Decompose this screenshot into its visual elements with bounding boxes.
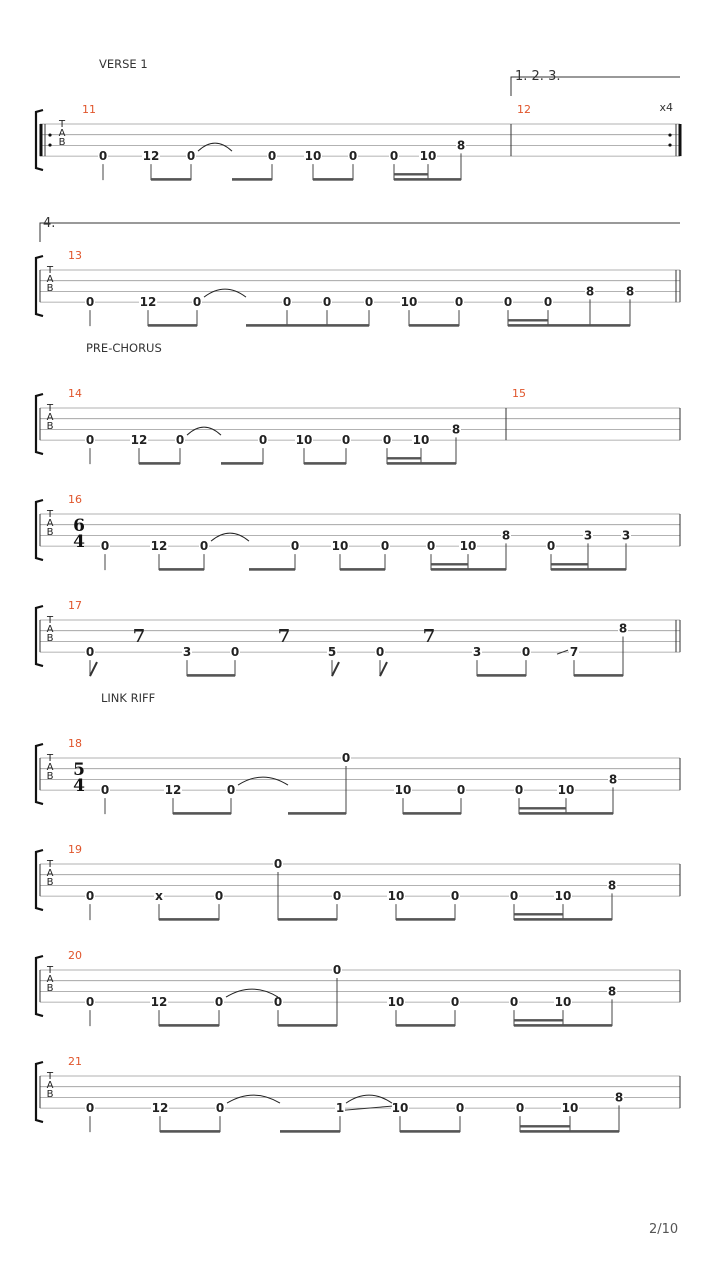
- fret-number: 0: [290, 539, 300, 554]
- tab-clef-letter: T: [46, 1071, 54, 1082]
- tab-clef-letter: T: [46, 265, 54, 276]
- fret-number: 0: [450, 889, 460, 904]
- fret-number: 10: [412, 433, 430, 448]
- fret-number: 0: [85, 995, 95, 1010]
- beam: [246, 324, 369, 327]
- tab-clef-letter: B: [46, 877, 54, 888]
- tie: [227, 1095, 280, 1103]
- fret-number: 12: [139, 295, 157, 310]
- volta-label: 4.: [43, 216, 56, 231]
- fret-number: 8: [614, 1090, 624, 1105]
- beam-secondary: [508, 319, 548, 321]
- measure-number: 14: [68, 387, 82, 400]
- fret-number: 12: [151, 1101, 169, 1116]
- fret-number: 8: [608, 772, 618, 787]
- fret-number: 12: [150, 995, 168, 1010]
- beam: [159, 1024, 219, 1027]
- section-label: LINK RIFF: [101, 691, 156, 705]
- fret-number: 0: [382, 433, 392, 448]
- fret-number: 0: [332, 963, 342, 977]
- fret-number: x: [155, 889, 163, 904]
- tie: [204, 289, 246, 297]
- measure-number: 15: [512, 387, 526, 400]
- fret-number: 3: [182, 645, 192, 660]
- eighth-rest: 7: [422, 626, 436, 647]
- beam-secondary: [431, 563, 468, 565]
- fret-number: 0: [267, 149, 277, 164]
- fret-number: 0: [515, 1101, 525, 1116]
- fret-number: 0: [230, 645, 240, 660]
- fret-number: 12: [130, 433, 148, 448]
- fret-number: 8: [607, 878, 617, 893]
- repeat-dot: [668, 133, 671, 136]
- beam: [151, 178, 191, 181]
- tab-clef-letter: A: [46, 274, 54, 285]
- fret-number: 10: [400, 295, 418, 310]
- fret-number: 0: [85, 889, 95, 904]
- fret-number: 3: [583, 528, 593, 543]
- beam: [514, 1024, 612, 1027]
- volta-label: 1. 2. 3.: [515, 69, 561, 84]
- beam: [304, 462, 346, 465]
- repeat-dot: [668, 143, 671, 146]
- fret-number: 0: [509, 995, 519, 1010]
- beam: [409, 324, 459, 327]
- measure-number: 17: [68, 599, 82, 612]
- tab-clef-letter: B: [46, 1089, 54, 1100]
- beam: [280, 1130, 340, 1133]
- page-number: 2/10: [649, 1222, 679, 1237]
- fret-number: 10: [557, 783, 575, 798]
- fret-number: 0: [226, 783, 236, 798]
- tab-clef-letter: A: [46, 412, 54, 423]
- fret-number: 8: [451, 422, 461, 437]
- fret-number: 0: [273, 995, 283, 1010]
- fret-number: 10: [554, 995, 572, 1010]
- tab-clef-letter: T: [46, 509, 54, 520]
- beam-secondary: [551, 563, 588, 565]
- beam: [519, 812, 613, 815]
- note-flag: [380, 662, 387, 676]
- tie: [226, 989, 278, 997]
- fret-number: 0: [85, 1101, 95, 1116]
- tab-clef-letter: A: [46, 762, 54, 773]
- fret-number: 0: [282, 295, 292, 310]
- fret-number: 10: [331, 539, 349, 554]
- fret-number: 8: [625, 284, 635, 299]
- repeat-dot: [48, 143, 51, 146]
- tab-clef-letter: B: [46, 527, 54, 538]
- beam: [159, 568, 204, 571]
- tab-clef-letter: T: [46, 753, 54, 764]
- beam: [387, 462, 456, 465]
- tab-clef-letter: T: [58, 119, 66, 130]
- tie: [187, 427, 221, 435]
- measure-number: 20: [68, 949, 82, 962]
- fret-number: 3: [472, 645, 482, 660]
- fret-number: 10: [561, 1101, 579, 1116]
- beam-secondary: [519, 807, 566, 809]
- tab-clef-letter: A: [46, 1080, 54, 1091]
- fret-number: 0: [100, 539, 110, 554]
- beam: [477, 674, 526, 677]
- measure-number: 21: [68, 1055, 82, 1068]
- beam: [249, 568, 295, 571]
- tab-clef-letter: A: [46, 518, 54, 529]
- beam: [139, 462, 180, 465]
- volta-bracket: [40, 223, 680, 242]
- tab-clef-letter: A: [46, 974, 54, 985]
- beam: [396, 1024, 455, 1027]
- fret-number: 10: [419, 149, 437, 164]
- fret-number: 10: [391, 1101, 409, 1116]
- section-label: PRE-CHORUS: [86, 341, 162, 355]
- fret-number: 12: [164, 783, 182, 798]
- fret-number: 0: [215, 1101, 225, 1116]
- beam: [160, 1130, 220, 1133]
- fret-number: 0: [332, 889, 342, 904]
- fret-number: 0: [341, 751, 351, 765]
- fret-number: 5: [327, 645, 337, 660]
- fret-number: 10: [554, 889, 572, 904]
- fret-number: 0: [199, 539, 209, 554]
- fret-number: 0: [364, 295, 374, 310]
- tab-clef-letter: B: [58, 137, 66, 148]
- beam-secondary: [387, 457, 421, 459]
- eighth-rest: 7: [277, 626, 291, 647]
- fret-number: 8: [618, 621, 628, 636]
- note-flag: [90, 662, 97, 676]
- beam: [278, 918, 337, 921]
- measure-number: 12: [517, 103, 531, 116]
- fret-number: 0: [521, 645, 531, 660]
- beam: [288, 812, 346, 815]
- fret-number: 10: [394, 783, 412, 798]
- measure-number: 13: [68, 249, 82, 262]
- beam: [574, 674, 623, 677]
- beam-secondary: [394, 173, 428, 175]
- fret-number: 8: [456, 138, 466, 153]
- fret-number: 0: [175, 433, 185, 448]
- tab-clef-letter: T: [46, 615, 54, 626]
- fret-number: 0: [322, 295, 332, 310]
- beam: [278, 1024, 337, 1027]
- beam-secondary: [520, 1125, 570, 1127]
- time-signature-numerator: 5: [73, 760, 85, 780]
- beam: [431, 568, 506, 571]
- fret-number: 8: [607, 984, 617, 999]
- fret-number: 10: [387, 995, 405, 1010]
- fret-number: 0: [546, 539, 556, 554]
- fret-number: 0: [192, 295, 202, 310]
- beam-secondary: [514, 1019, 563, 1021]
- beam: [187, 674, 235, 677]
- fret-number: 7: [569, 645, 579, 660]
- section-label: VERSE 1: [99, 57, 148, 71]
- fret-number: 10: [459, 539, 477, 554]
- time-signature-numerator: 6: [73, 516, 85, 536]
- tab-clef-letter: T: [46, 859, 54, 870]
- fret-number: 12: [150, 539, 168, 554]
- fret-number: 0: [341, 433, 351, 448]
- tab-clef-letter: B: [46, 983, 54, 994]
- tab-clef-letter: T: [46, 403, 54, 414]
- beam: [232, 178, 272, 181]
- fret-number: 3: [621, 528, 631, 543]
- fret-number: 0: [258, 433, 268, 448]
- beam: [400, 1130, 460, 1133]
- fret-number: 10: [304, 149, 322, 164]
- beam: [221, 462, 263, 465]
- fret-number: 0: [380, 539, 390, 554]
- fret-number: 0: [98, 149, 108, 164]
- beam-secondary: [514, 913, 563, 915]
- fret-number: 0: [450, 995, 460, 1010]
- fret-number: 0: [514, 783, 524, 798]
- fret-number: 0: [456, 783, 466, 798]
- tab-clef-letter: A: [46, 624, 54, 635]
- fret-number: 0: [348, 149, 358, 164]
- fret-number: 12: [142, 149, 160, 164]
- tie: [198, 143, 232, 151]
- beam: [396, 918, 455, 921]
- tie: [211, 533, 249, 541]
- fret-number: 0: [100, 783, 110, 798]
- fret-number: 0: [509, 889, 519, 904]
- fret-number: 0: [454, 295, 464, 310]
- beam: [159, 918, 219, 921]
- repeat-count: x4: [659, 101, 673, 114]
- fret-number: 8: [501, 528, 511, 543]
- tab-clef-letter: B: [46, 633, 54, 644]
- measure-number: 18: [68, 737, 82, 750]
- fret-number: 0: [214, 889, 224, 904]
- tab-clef-letter: B: [46, 283, 54, 294]
- beam: [403, 812, 461, 815]
- fret-number: 8: [585, 284, 595, 299]
- fret-number: 0: [214, 995, 224, 1010]
- tab-clef-letter: B: [46, 771, 54, 782]
- measure-number: 16: [68, 493, 82, 506]
- fret-number: 10: [387, 889, 405, 904]
- time-signature-denominator: 4: [73, 776, 85, 796]
- fret-number: 0: [85, 433, 95, 448]
- beam: [313, 178, 353, 181]
- beam: [514, 918, 612, 921]
- measure-number: 19: [68, 843, 82, 856]
- beam: [173, 812, 231, 815]
- time-signature-denominator: 4: [73, 532, 85, 552]
- fret-number: 0: [426, 539, 436, 554]
- tab-clef-letter: T: [46, 965, 54, 976]
- tie: [346, 1095, 392, 1103]
- fret-number: 0: [186, 149, 196, 164]
- fret-number: 0: [389, 149, 399, 164]
- tab-clef-letter: A: [46, 868, 54, 879]
- eighth-rest: 7: [132, 626, 146, 647]
- fret-number: 0: [85, 645, 95, 660]
- fret-number: 0: [503, 295, 513, 310]
- fret-number: 1: [335, 1101, 345, 1116]
- beam: [508, 324, 630, 327]
- fret-number: 0: [375, 645, 385, 660]
- tab-clef-letter: B: [46, 421, 54, 432]
- repeat-dot: [48, 133, 51, 136]
- beam: [520, 1130, 619, 1133]
- beam: [340, 568, 385, 571]
- note-flag: [332, 662, 339, 676]
- beam: [394, 178, 461, 181]
- fret-number: 0: [85, 295, 95, 310]
- measure-number: 11: [82, 103, 96, 116]
- tie: [238, 777, 288, 785]
- fret-number: 0: [543, 295, 553, 310]
- beam: [148, 324, 197, 327]
- fret-number: 0: [455, 1101, 465, 1116]
- fret-number: 10: [295, 433, 313, 448]
- beam: [551, 568, 626, 571]
- tab-clef-letter: A: [58, 128, 66, 139]
- fret-number: 0: [273, 857, 283, 871]
